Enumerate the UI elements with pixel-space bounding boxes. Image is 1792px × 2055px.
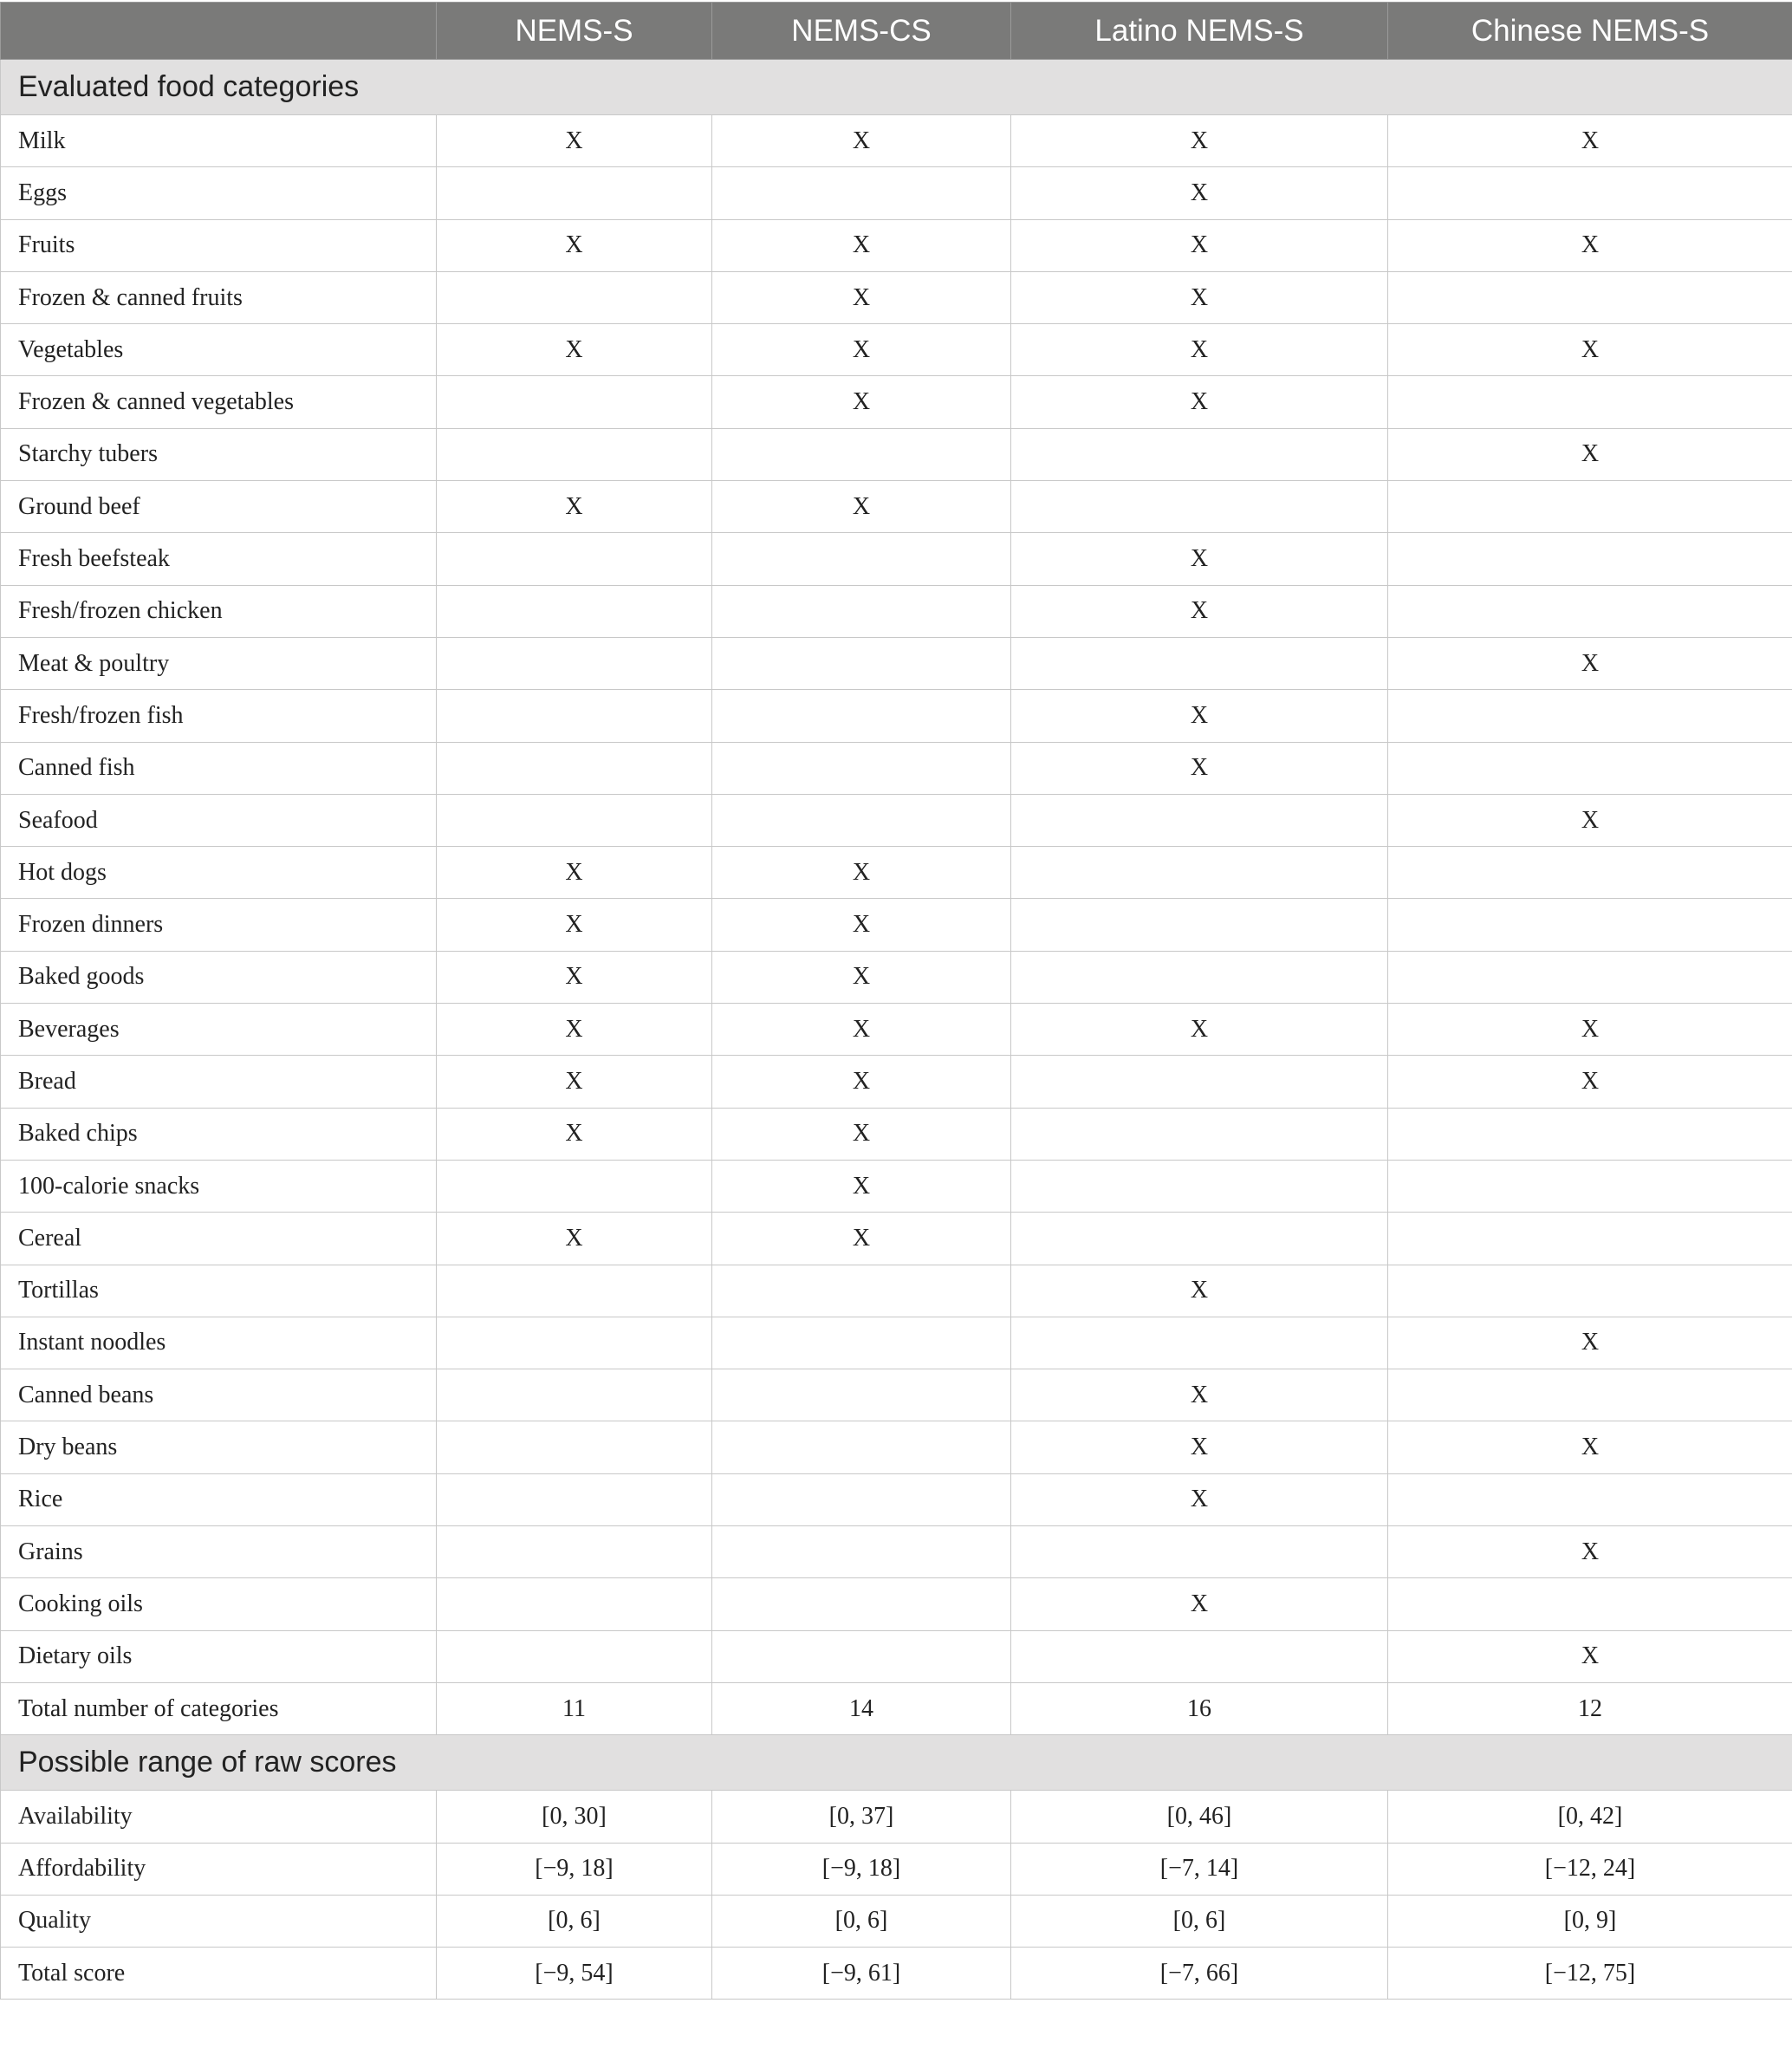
cell-nems-s: X [437, 1108, 712, 1160]
cell-chinese-nems-s: [0, 9] [1388, 1895, 1792, 1947]
cell-chinese-nems-s: X [1388, 637, 1792, 689]
row-label: Seafood [1, 794, 437, 846]
cell-chinese-nems-s: X [1388, 794, 1792, 846]
cell-nems-cs: X [712, 847, 1011, 899]
table-row [1, 376, 1792, 428]
row-label: Frozen & canned vegetables [1, 376, 437, 428]
cell-latino-nems-s: X [1011, 1369, 1388, 1421]
cell-chinese-nems-s [1388, 847, 1792, 899]
cell-chinese-nems-s [1388, 533, 1792, 585]
table-header [1, 3, 1792, 60]
cell-chinese-nems-s: X [1388, 219, 1792, 271]
cell-chinese-nems-s: X [1388, 1630, 1792, 1682]
cell-chinese-nems-s: X [1388, 1056, 1792, 1108]
cell-nems-cs [712, 1578, 1011, 1630]
row-label: Eggs [1, 167, 437, 219]
row-label: Hot dogs [1, 847, 437, 899]
cell-nems-s: [−9, 18] [437, 1843, 712, 1895]
table-row [1, 794, 1792, 846]
cell-chinese-nems-s: X [1388, 1004, 1792, 1056]
table-row [1, 1578, 1792, 1630]
cell-latino-nems-s [1011, 1630, 1388, 1682]
cell-latino-nems-s [1011, 794, 1388, 846]
cell-latino-nems-s: X [1011, 1578, 1388, 1630]
cell-chinese-nems-s [1388, 481, 1792, 533]
cell-chinese-nems-s: X [1388, 1317, 1792, 1369]
cell-nems-cs: [−9, 61] [712, 1948, 1011, 2000]
cell-nems-s [437, 533, 712, 585]
cell-nems-s [437, 1421, 712, 1473]
cell-nems-s [437, 1265, 712, 1317]
cell-latino-nems-s: X [1011, 690, 1388, 742]
cell-latino-nems-s: [0, 6] [1011, 1895, 1388, 1947]
cell-nems-s: X [437, 951, 712, 1003]
cell-latino-nems-s [1011, 1213, 1388, 1265]
cell-latino-nems-s: 16 [1011, 1682, 1388, 1734]
cell-nems-s [437, 690, 712, 742]
cell-nems-cs: [0, 6] [712, 1895, 1011, 1947]
cell-nems-s [437, 637, 712, 689]
cell-chinese-nems-s [1388, 690, 1792, 742]
row-label: Milk [1, 115, 437, 167]
cell-chinese-nems-s: 12 [1388, 1682, 1792, 1734]
table-row [1, 742, 1792, 794]
cell-nems-s: X [437, 115, 712, 167]
row-label: Canned beans [1, 1369, 437, 1421]
section-title: Evaluated food categories [1, 60, 1792, 115]
cell-nems-s [437, 585, 712, 637]
header-latino-nems-s: Latino NEMS-S [1011, 3, 1388, 60]
cell-nems-cs: X [712, 1056, 1011, 1108]
cell-latino-nems-s [1011, 1108, 1388, 1160]
table-row [1, 271, 1792, 323]
cell-latino-nems-s: X [1011, 324, 1388, 376]
table-row [1, 1473, 1792, 1525]
cell-nems-s: X [437, 219, 712, 271]
table-row [1, 428, 1792, 480]
cell-nems-s: [−9, 54] [437, 1948, 712, 2000]
cell-nems-s [437, 742, 712, 794]
cell-latino-nems-s [1011, 1526, 1388, 1578]
table-row [1, 1369, 1792, 1421]
row-label: Fruits [1, 219, 437, 271]
header-chinese-nems-s: Chinese NEMS-S [1388, 3, 1792, 60]
section-header-row [1, 60, 1792, 115]
cell-latino-nems-s: X [1011, 1004, 1388, 1056]
row-label: Dry beans [1, 1421, 437, 1473]
cell-nems-s [437, 1578, 712, 1630]
cell-chinese-nems-s: X [1388, 1421, 1792, 1473]
cell-nems-cs [712, 1421, 1011, 1473]
row-label: Canned fish [1, 742, 437, 794]
cell-chinese-nems-s [1388, 271, 1792, 323]
cell-nems-cs: X [712, 219, 1011, 271]
row-label: Quality [1, 1895, 437, 1947]
row-label: Vegetables [1, 324, 437, 376]
cell-nems-cs: X [712, 951, 1011, 1003]
cell-nems-s: 11 [437, 1682, 712, 1734]
table-row [1, 899, 1792, 951]
cell-nems-cs [712, 742, 1011, 794]
cell-latino-nems-s: X [1011, 271, 1388, 323]
cell-nems-s [437, 1317, 712, 1369]
cell-nems-cs [712, 1369, 1011, 1421]
header-nems-cs: NEMS-CS [712, 3, 1011, 60]
cell-nems-s: [0, 6] [437, 1895, 712, 1947]
cell-latino-nems-s: X [1011, 742, 1388, 794]
row-label: Cooking oils [1, 1578, 437, 1630]
table-row [1, 219, 1792, 271]
cell-chinese-nems-s [1388, 585, 1792, 637]
cell-nems-s [437, 794, 712, 846]
cell-latino-nems-s [1011, 481, 1388, 533]
cell-nems-cs [712, 1473, 1011, 1525]
table-row [1, 1843, 1792, 1895]
cell-latino-nems-s: X [1011, 1421, 1388, 1473]
table-row [1, 1421, 1792, 1473]
row-label: 100-calorie snacks [1, 1160, 437, 1212]
row-label: Baked chips [1, 1108, 437, 1160]
cell-chinese-nems-s [1388, 1265, 1792, 1317]
row-label: Affordability [1, 1843, 437, 1895]
row-label: Total number of categories [1, 1682, 437, 1734]
table-row [1, 585, 1792, 637]
row-label: Instant noodles [1, 1317, 437, 1369]
cell-latino-nems-s [1011, 428, 1388, 480]
table-row [1, 115, 1792, 167]
row-label: Availability [1, 1791, 437, 1843]
cell-nems-s: X [437, 1004, 712, 1056]
cell-nems-s: X [437, 324, 712, 376]
cell-nems-cs: X [712, 115, 1011, 167]
row-label: Total score [1, 1948, 437, 2000]
table-row [1, 1682, 1792, 1734]
cell-latino-nems-s [1011, 637, 1388, 689]
cell-chinese-nems-s: [−12, 75] [1388, 1948, 1792, 2000]
cell-chinese-nems-s [1388, 1160, 1792, 1212]
cell-nems-cs: X [712, 1108, 1011, 1160]
cell-nems-cs: X [712, 324, 1011, 376]
comparison-table [0, 2, 1792, 2000]
cell-nems-s [437, 1160, 712, 1212]
table-row [1, 1895, 1792, 1947]
cell-nems-cs: X [712, 481, 1011, 533]
row-label: Bread [1, 1056, 437, 1108]
cell-chinese-nems-s: X [1388, 1526, 1792, 1578]
table-row [1, 1108, 1792, 1160]
cell-nems-cs [712, 428, 1011, 480]
row-label: Fresh/frozen fish [1, 690, 437, 742]
cell-chinese-nems-s [1388, 742, 1792, 794]
row-label: Fresh/frozen chicken [1, 585, 437, 637]
cell-nems-s [437, 1369, 712, 1421]
table-row [1, 847, 1792, 899]
cell-chinese-nems-s [1388, 1578, 1792, 1630]
cell-chinese-nems-s [1388, 951, 1792, 1003]
cell-latino-nems-s: X [1011, 533, 1388, 585]
cell-nems-cs [712, 690, 1011, 742]
header-corner-cell [1, 3, 437, 60]
cell-nems-s [437, 271, 712, 323]
header-nems-s: NEMS-S [437, 3, 712, 60]
cell-nems-cs: X [712, 1213, 1011, 1265]
cell-latino-nems-s: X [1011, 219, 1388, 271]
table-row [1, 1056, 1792, 1108]
cell-nems-cs: [−9, 18] [712, 1843, 1011, 1895]
table-row [1, 951, 1792, 1003]
cell-latino-nems-s [1011, 847, 1388, 899]
cell-nems-cs [712, 794, 1011, 846]
cell-nems-cs: X [712, 271, 1011, 323]
table-row [1, 1630, 1792, 1682]
row-label: Rice [1, 1473, 437, 1525]
table-row [1, 1213, 1792, 1265]
row-label: Fresh beefsteak [1, 533, 437, 585]
cell-latino-nems-s: X [1011, 376, 1388, 428]
row-label: Frozen & canned fruits [1, 271, 437, 323]
cell-nems-s [437, 1473, 712, 1525]
cell-chinese-nems-s: [−12, 24] [1388, 1843, 1792, 1895]
cell-chinese-nems-s: X [1388, 428, 1792, 480]
section-title: Possible range of raw scores [1, 1735, 1792, 1791]
table-row [1, 1317, 1792, 1369]
cell-chinese-nems-s: X [1388, 324, 1792, 376]
table-row [1, 1526, 1792, 1578]
cell-nems-cs: X [712, 1160, 1011, 1212]
cell-chinese-nems-s [1388, 899, 1792, 951]
cell-nems-cs [712, 1265, 1011, 1317]
cell-nems-s: X [437, 481, 712, 533]
cell-nems-cs [712, 637, 1011, 689]
cell-nems-s [437, 428, 712, 480]
cell-nems-s: X [437, 847, 712, 899]
cell-latino-nems-s: [−7, 66] [1011, 1948, 1388, 2000]
table-row [1, 167, 1792, 219]
cell-nems-cs [712, 1630, 1011, 1682]
cell-chinese-nems-s [1388, 1369, 1792, 1421]
table-row [1, 690, 1792, 742]
cell-nems-s [437, 1630, 712, 1682]
cell-latino-nems-s: X [1011, 115, 1388, 167]
table-row [1, 1265, 1792, 1317]
cell-latino-nems-s: X [1011, 585, 1388, 637]
cell-nems-cs: 14 [712, 1682, 1011, 1734]
table-row [1, 1004, 1792, 1056]
cell-latino-nems-s [1011, 951, 1388, 1003]
cell-nems-cs [712, 585, 1011, 637]
cell-nems-s [437, 1526, 712, 1578]
row-label: Cereal [1, 1213, 437, 1265]
cell-chinese-nems-s [1388, 376, 1792, 428]
cell-nems-s [437, 376, 712, 428]
cell-latino-nems-s [1011, 1317, 1388, 1369]
cell-chinese-nems-s [1388, 1108, 1792, 1160]
row-label: Starchy tubers [1, 428, 437, 480]
table-row [1, 637, 1792, 689]
cell-latino-nems-s: [0, 46] [1011, 1791, 1388, 1843]
table-body [1, 60, 1792, 2000]
cell-chinese-nems-s [1388, 1473, 1792, 1525]
cell-latino-nems-s: X [1011, 1473, 1388, 1525]
row-label: Tortillas [1, 1265, 437, 1317]
cell-nems-cs: X [712, 899, 1011, 951]
table-row [1, 1948, 1792, 2000]
section-header-row [1, 1735, 1792, 1791]
cell-nems-cs: X [712, 1004, 1011, 1056]
header-row [1, 3, 1792, 60]
cell-nems-cs: X [712, 376, 1011, 428]
row-label: Frozen dinners [1, 899, 437, 951]
cell-latino-nems-s: [−7, 14] [1011, 1843, 1388, 1895]
cell-chinese-nems-s [1388, 167, 1792, 219]
cell-nems-s [437, 167, 712, 219]
table-row [1, 1791, 1792, 1843]
cell-latino-nems-s: X [1011, 167, 1388, 219]
row-label: Beverages [1, 1004, 437, 1056]
cell-latino-nems-s [1011, 1056, 1388, 1108]
cell-chinese-nems-s: [0, 42] [1388, 1791, 1792, 1843]
row-label: Ground beef [1, 481, 437, 533]
table-row [1, 1160, 1792, 1212]
cell-nems-cs [712, 167, 1011, 219]
row-label: Dietary oils [1, 1630, 437, 1682]
table-row [1, 533, 1792, 585]
row-label: Baked goods [1, 951, 437, 1003]
cell-nems-cs [712, 1317, 1011, 1369]
table-row [1, 481, 1792, 533]
cell-latino-nems-s: X [1011, 1265, 1388, 1317]
cell-nems-s: X [437, 899, 712, 951]
cell-nems-cs [712, 533, 1011, 585]
row-label: Meat & poultry [1, 637, 437, 689]
row-label: Grains [1, 1526, 437, 1578]
cell-latino-nems-s [1011, 1160, 1388, 1212]
cell-nems-s: X [437, 1056, 712, 1108]
table-row [1, 324, 1792, 376]
cell-chinese-nems-s: X [1388, 115, 1792, 167]
cell-nems-s: X [437, 1213, 712, 1265]
cell-nems-s: [0, 30] [437, 1791, 712, 1843]
cell-nems-cs: [0, 37] [712, 1791, 1011, 1843]
cell-nems-cs [712, 1526, 1011, 1578]
cell-chinese-nems-s [1388, 1213, 1792, 1265]
cell-latino-nems-s [1011, 899, 1388, 951]
